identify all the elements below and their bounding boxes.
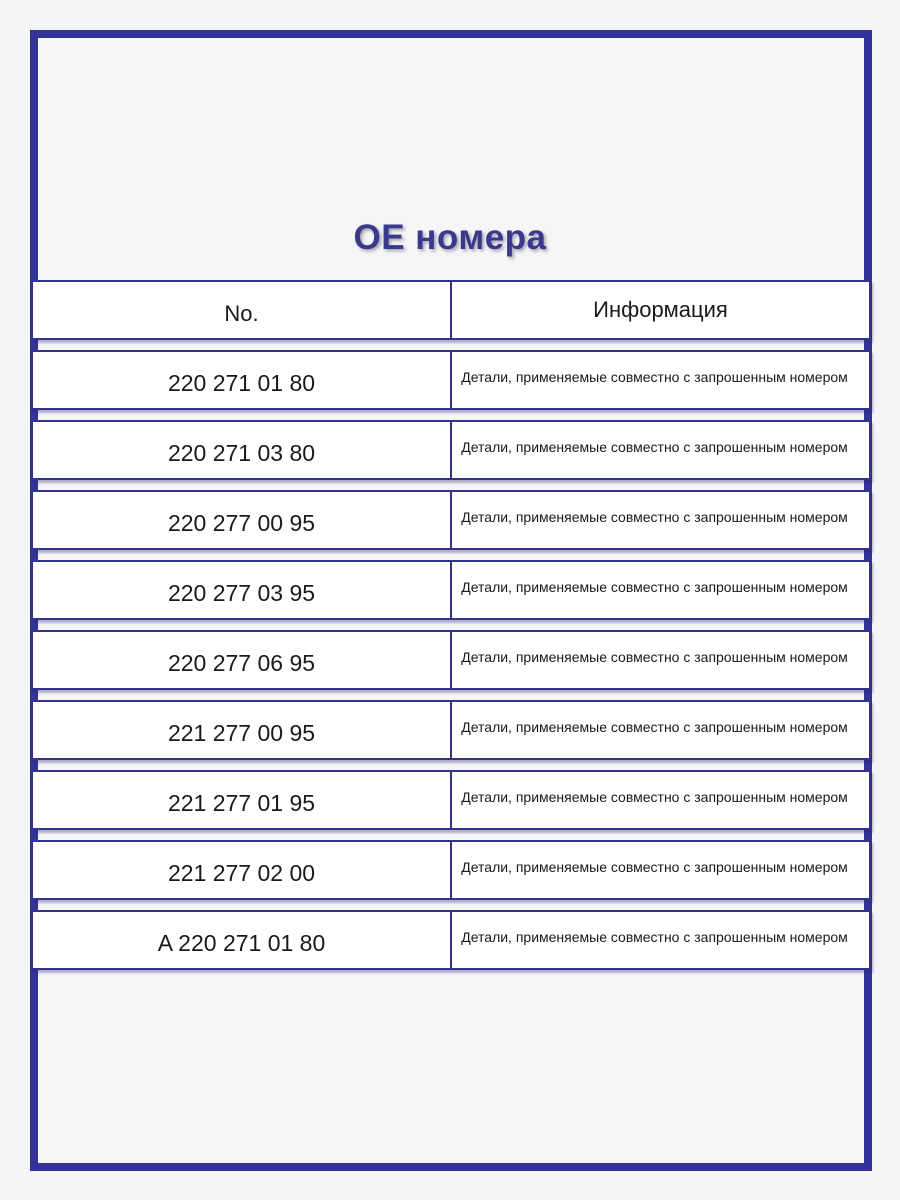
oe-number: 221 277 01 95 bbox=[33, 772, 452, 828]
table-row bbox=[31, 770, 871, 830]
row-info: Детали, применяемые совместно с запрошенным номером bbox=[461, 789, 848, 805]
table-row bbox=[31, 560, 871, 620]
column-header-no: No. bbox=[33, 282, 452, 338]
oe-number: 220 271 03 80 bbox=[33, 422, 452, 478]
row-info: Детали, применяемые совместно с запрошенным номером bbox=[461, 369, 848, 385]
row-info: Детали, применяемые совместно с запрошенным номером bbox=[461, 439, 848, 455]
table-row bbox=[31, 350, 871, 410]
table-row bbox=[31, 840, 871, 900]
table-row bbox=[31, 490, 871, 550]
oe-number: 221 277 02 00 bbox=[33, 842, 452, 898]
table-row bbox=[31, 700, 871, 760]
table-row bbox=[31, 910, 871, 970]
row-info: Детали, применяемые совместно с запрошенным номером bbox=[461, 929, 848, 945]
oe-number: A 220 271 01 80 bbox=[33, 912, 452, 968]
table-row bbox=[31, 420, 871, 480]
row-info: Детали, применяемые совместно с запрошенным номером bbox=[461, 859, 848, 875]
row-info: Детали, применяемые совместно с запрошенным номером bbox=[461, 509, 848, 525]
row-info: Детали, применяемые совместно с запрошенным номером bbox=[461, 579, 848, 595]
table-row bbox=[31, 630, 871, 690]
row-info: Детали, применяемые совместно с запрошенным номером bbox=[461, 649, 848, 665]
row-info: Детали, применяемые совместно с запрошенным номером bbox=[461, 719, 848, 735]
page-title: OE номера bbox=[353, 218, 547, 257]
table-header bbox=[31, 280, 871, 340]
oe-number: 220 271 01 80 bbox=[33, 352, 452, 408]
column-header-info: Информация bbox=[593, 297, 728, 322]
oe-number: 220 277 00 95 bbox=[33, 492, 452, 548]
oe-number: 221 277 00 95 bbox=[33, 702, 452, 758]
oe-number: 220 277 06 95 bbox=[33, 632, 452, 688]
oe-number: 220 277 03 95 bbox=[33, 562, 452, 618]
